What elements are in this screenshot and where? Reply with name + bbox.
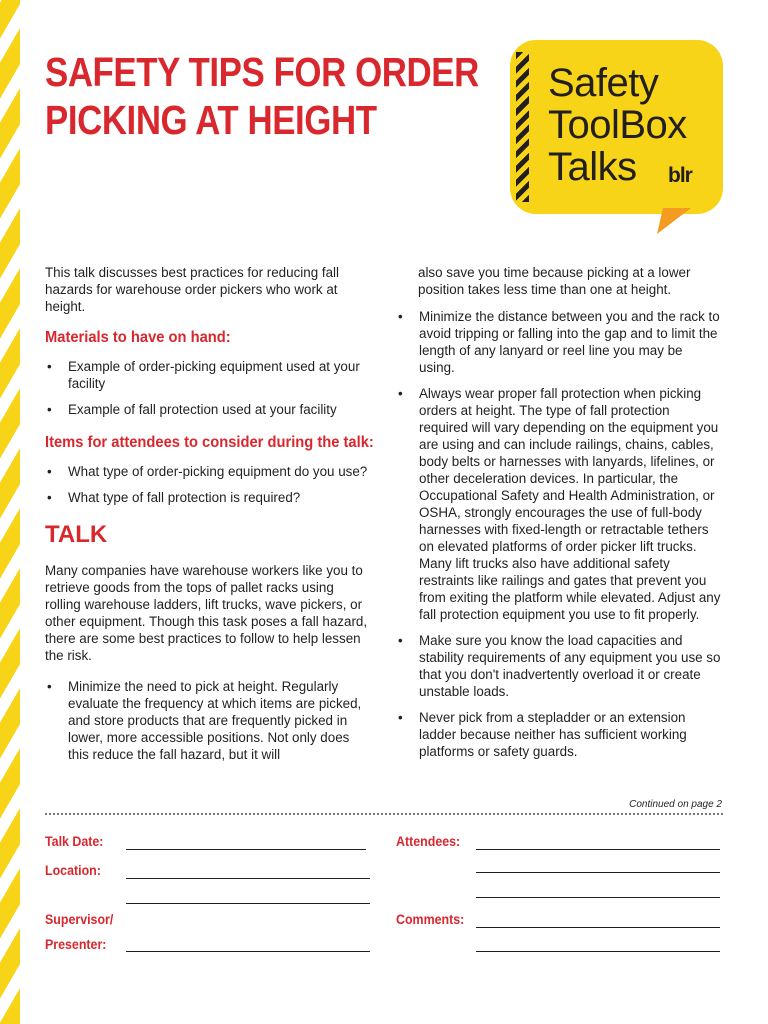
talk-date-label: Talk Date: [45,834,104,849]
continued-note: Continued on page 2 [629,799,722,810]
bullet-icon: • [47,359,52,374]
materials-heading: Materials to have on hand: [45,329,231,346]
list-item: • Never pick from a stepladder or an extension ladder because neither has sufficient working platforms or safety guards. [398,710,687,759]
left-column [45,264,374,779]
consider-list [45,463,370,506]
supervisor-label: Supervisor/ [45,912,114,927]
logo-text-safety: Safety [548,61,659,105]
bullet-icon: • [398,633,403,648]
continued-bullet-text: also save you time because picking at a lower position takes less time than one at height. [418,265,691,297]
title-line-2: PICKING AT HEIGHT [45,97,377,143]
location-field[interactable] [126,878,370,879]
talk-paragraph: Many companies have warehouse workers like you to retrieve goods from the tops of pallet racks using rolling warehouse ladders, lift trucks, wave pickers, or other equipment. Though this task poses a fall hazard, there are some best practices to follow to help lessen the risk. [45,563,368,663]
presenter-label: Presenter: [45,937,107,952]
bullet-icon: • [398,710,403,725]
talk-heading: TALK [45,521,108,548]
title-line-1: SAFETY TIPS FOR ORDER [45,49,479,95]
safety-toolbox-talks-logo [510,40,725,235]
bullet-icon: • [398,386,403,401]
talk-list-left [45,678,370,763]
list-item: • What type of fall protection is required? [47,490,301,505]
list-item: • Minimize the distance between you and the rack to avoid tripping or falling into the gap and to limit the length of any lanyard or reel line you may be using. [398,309,720,375]
materials-list [45,358,370,418]
bullet-icon: • [47,679,52,694]
logo-hazard-stripe [516,52,529,202]
list-item: • Minimize the need to pick at height. Regularly evaluate the frequency at which items are picked, and store products that are frequently picked in lower, more accessible positions. Not only does this reduce the fall hazard, but it will [47,679,362,762]
list-item: • Make sure you know the load capacities and stability requirements of any equipment you use so that you don't inadvertently overload it or create unstable loads. [398,633,721,699]
attendees-field-line-2[interactable] [476,872,720,873]
location-field-line-2[interactable] [126,903,370,904]
talk-date-field[interactable] [126,849,366,850]
location-label: Location: [45,863,101,878]
yellow-hazard-stripe [0,0,20,1024]
presenter-field[interactable] [126,951,370,952]
bullet-icon: • [398,309,403,324]
list-item: • What type of order-picking equipment do you use? [47,464,368,479]
attendees-field-line-3[interactable] [476,897,720,898]
attendees-field[interactable] [476,849,720,850]
list-item: • Always wear proper fall protection when picking orders at height. The type of fall protection required will vary depending on the equipment you are using and can include railings, chains, cables, body belts or harnesses with lanyards, lifelines, or other deceleration devices. In particular, the Occupational Safety and Health Administration, or OSHA, strongly encourages the use of full-body harnesses with fixed-length or retractable tethers on elevated platforms of order picker lift trucks. Many lift trucks also have additional safety restraints like railings and gates that prevent you from exiting the platform while elevated. Adjust any fall protection equipment you use to fit properly. [398,386,721,622]
right-column [396,264,721,776]
dotted-divider [45,813,723,815]
logo-speech-bubble [510,40,723,214]
consider-heading: Items for attendees to consider during the talk: [45,434,374,451]
comments-field-line-2[interactable] [476,951,720,952]
intro-paragraph: This talk discusses best practices for reducing fall hazards for warehouse order pickers who work at height. [45,265,339,314]
bullet-icon: • [47,490,52,505]
logo-text-talks: Talks [548,145,637,189]
list-item: • Example of fall protection used at your facility [47,402,337,417]
bullet-icon: • [47,402,52,417]
speech-bubble-tail-icon [657,208,691,234]
bullet-icon: • [47,464,52,479]
talk-list-right [396,308,721,760]
attendees-label: Attendees: [396,834,461,849]
comments-label: Comments: [396,912,465,927]
blr-brand-mark: blr [668,164,692,187]
page-title [45,48,479,144]
list-item: • Example of order-picking equipment used at your facility [47,359,360,391]
logo-text-toolbox: ToolBox [548,103,687,147]
comments-field[interactable] [476,927,720,928]
